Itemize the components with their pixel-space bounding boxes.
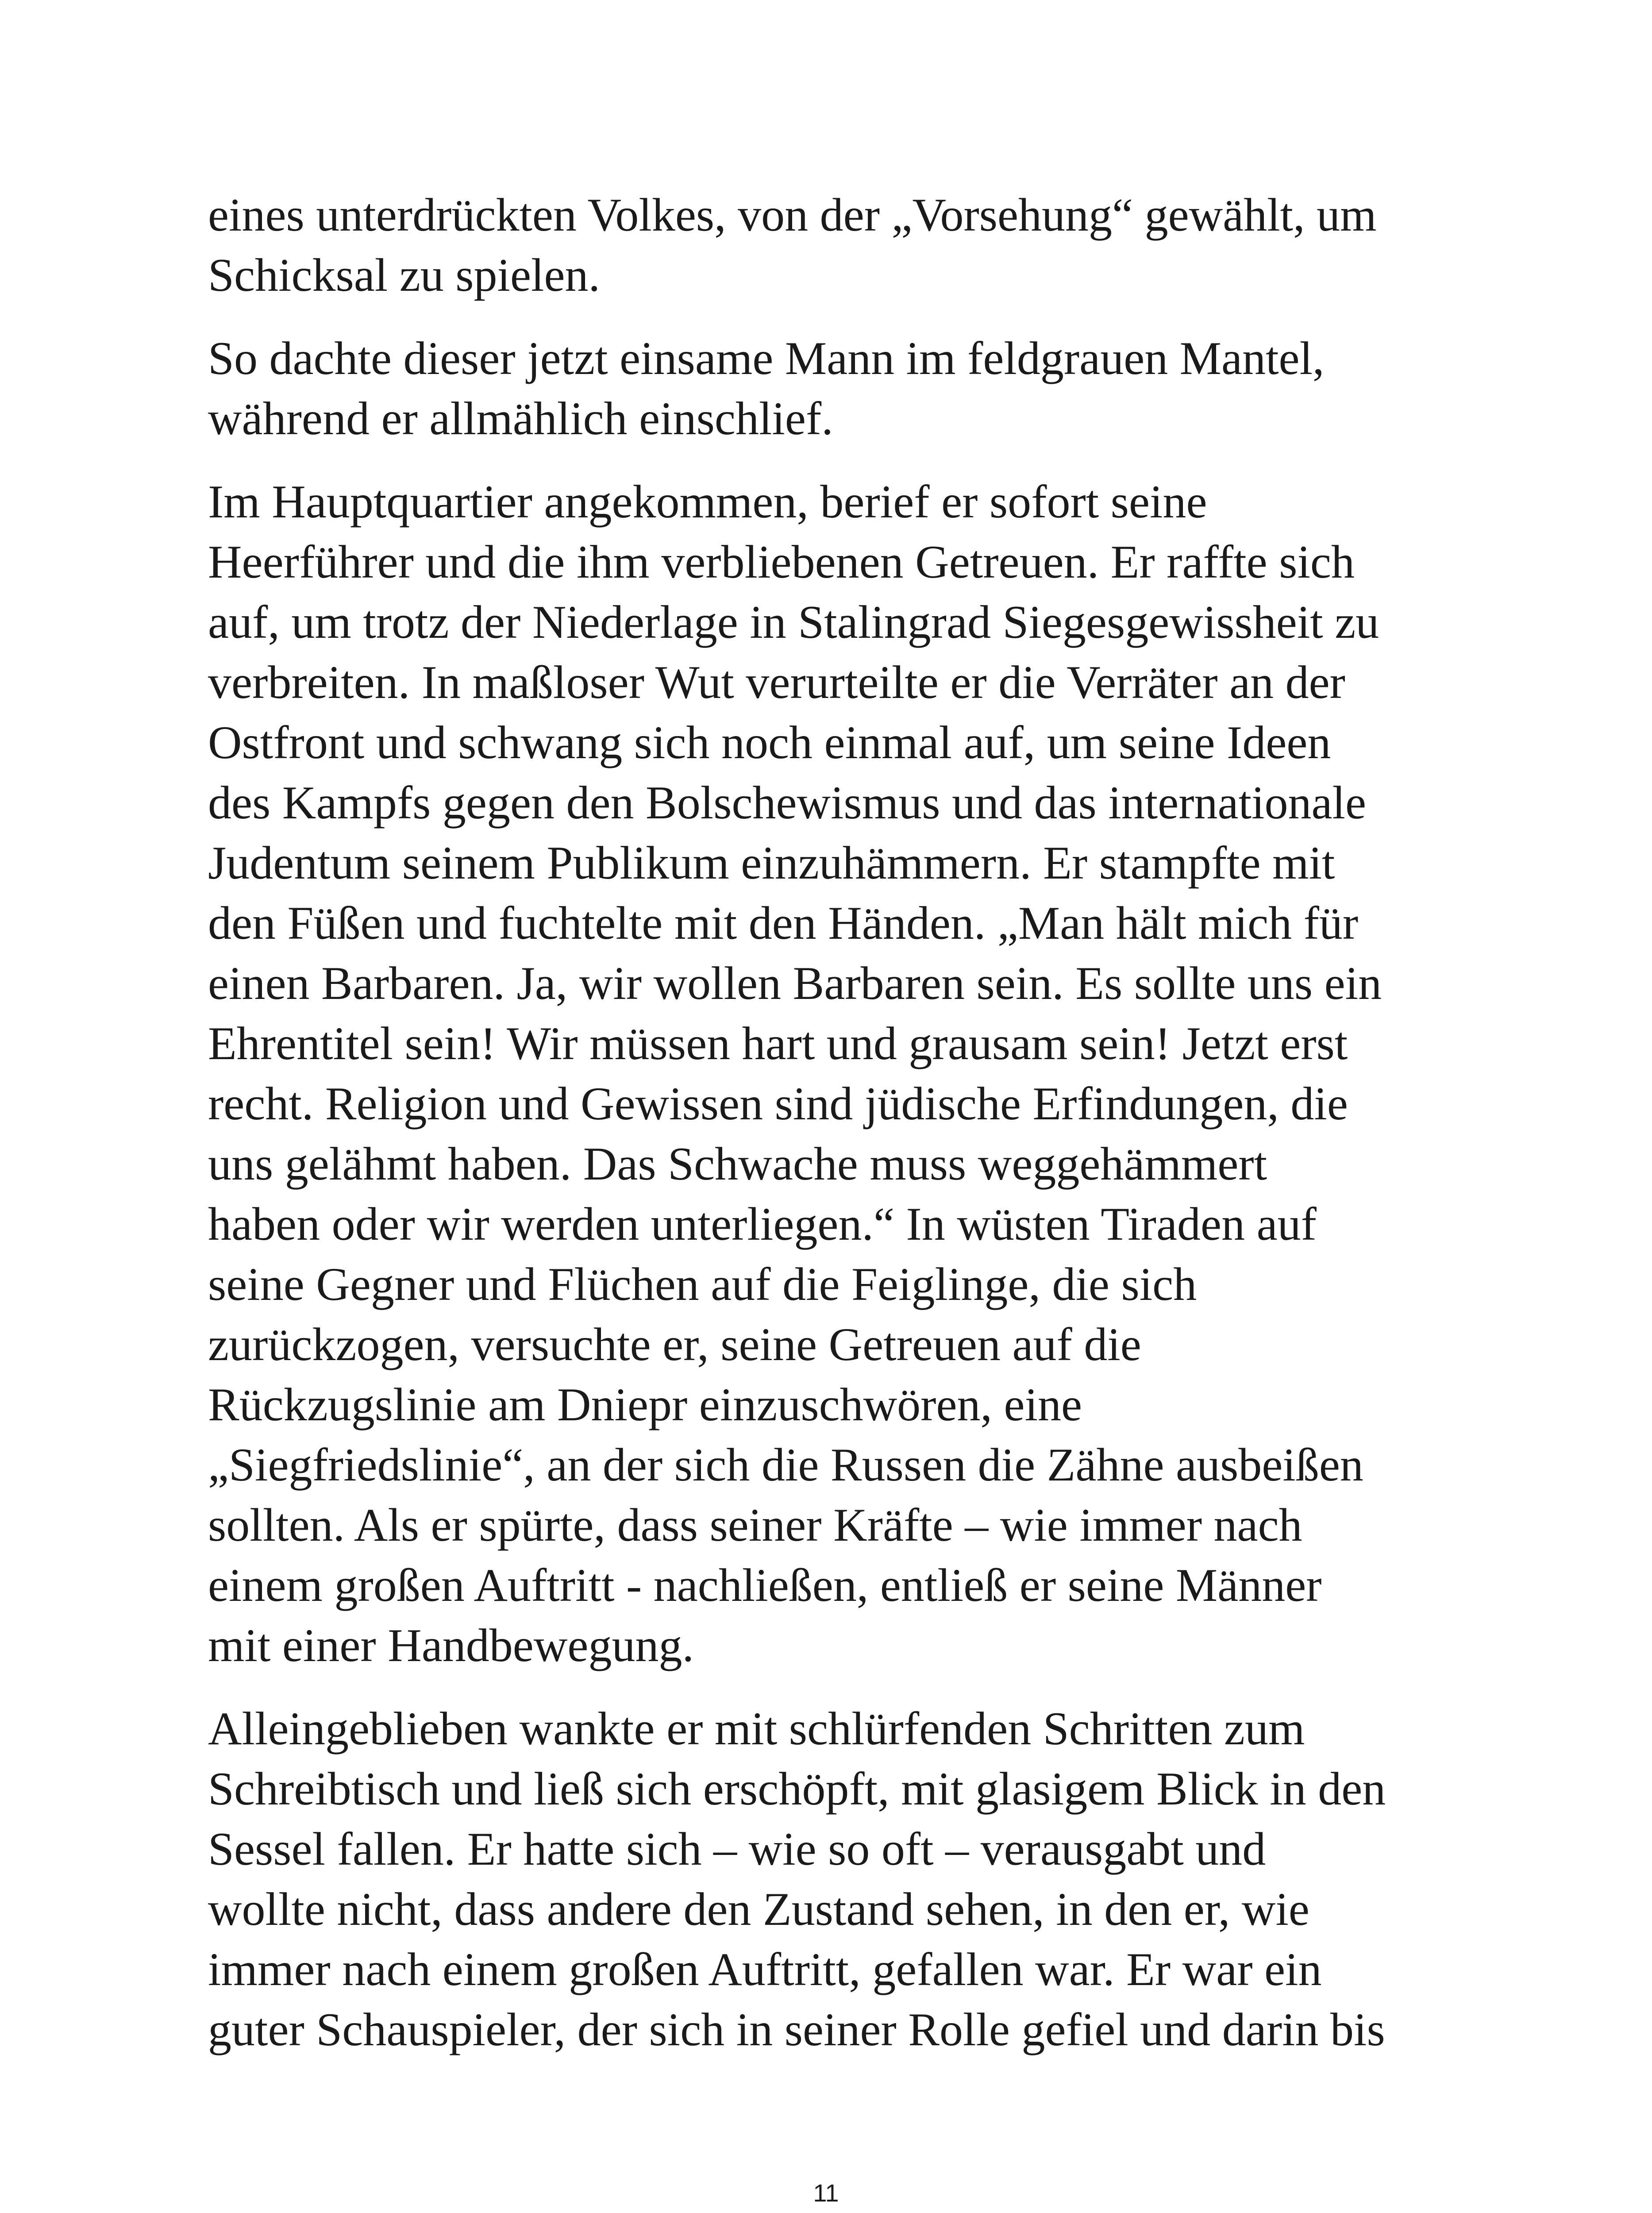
text-line: guter Schauspieler, der sich in seiner Rolle gefiel und darin bis (208, 2004, 1385, 2055)
text-line: haben oder wir werden unterliegen.“ In wüsten Tiraden auf (208, 1198, 1317, 1250)
text-line: immer nach einem großen Auftritt, gefallen war. Er war ein (208, 1943, 1322, 1995)
paragraph (208, 185, 1456, 305)
text-line: Rückzugslinie am Dniepr einzuschwören, eine (208, 1379, 1082, 1430)
text-line: einen Barbaren. Ja, wir wollen Barbaren sein. Es sollte uns ein (208, 957, 1382, 1009)
text-line: den Füßen und fuchtelte mit den Händen. „Man hält mich für (208, 897, 1359, 949)
text-line: Im Hauptquartier angekommen, berief er sofort seine (208, 476, 1207, 528)
text-line: während er allmählich einschlief. (208, 393, 833, 444)
text-line: des Kampfs gegen den Bolschewismus und das internationale (208, 777, 1367, 829)
paragraph (208, 472, 1456, 1676)
text-line: einem großen Auftritt - nachließen, entließ er seine Männer (208, 1559, 1322, 1611)
paragraph (208, 328, 1456, 449)
text-line: mit einer Handbewegung. (208, 1619, 694, 1671)
text-line: verbreiten. In maßloser Wut verurteilte er die Verräter an der (208, 656, 1345, 708)
text-line: auf, um trotz der Niederlage in Stalingrad Siegesgewissheit zu (208, 596, 1379, 648)
text-line: seine Gegner und Flüchen auf die Feiglinge, die sich (208, 1258, 1197, 1310)
text-line: So dachte dieser jetzt einsame Mann im feldgrauen Mantel, (208, 332, 1325, 384)
text-line: „Siegfriedslinie“, an der sich die Russen die Zähne ausbeißen (208, 1439, 1363, 1491)
text-line: eines unterdrückten Volkes, von der „Vorsehung“ gewählt, um (208, 189, 1377, 241)
text-line: Schreibtisch und ließ sich erschöpft, mit glasigem Blick in den (208, 1763, 1386, 1815)
text-line: Judentum seinem Publikum einzuhämmern. Er stampfte mit (208, 837, 1335, 889)
text-line: wollte nicht, dass andere den Zustand sehen, in den er, wie (208, 1883, 1309, 1935)
text-line: uns gelähmt haben. Das Schwache muss weggehämmert (208, 1138, 1267, 1190)
text-line: Schicksal zu spielen. (208, 249, 601, 301)
text-line: Heerführer und die ihm verbliebenen Getreuen. Er raffte sich (208, 536, 1355, 588)
text-line: recht. Religion und Gewissen sind jüdische Erfindungen, die (208, 1078, 1348, 1130)
paragraph (208, 1699, 1456, 2060)
text-line: Sessel fallen. Er hatte sich – wie so oft – verausgabt und (208, 1823, 1266, 1875)
page-number: 11 (813, 2179, 839, 2207)
body-text (208, 185, 1456, 2083)
text-line: zurückzogen, versuchte er, seine Getreuen auf die (208, 1319, 1141, 1370)
text-line: Alleingeblieben wankte er mit schlürfenden Schritten zum (208, 1703, 1305, 1754)
text-line: Ostfront und schwang sich noch einmal auf, um seine Ideen (208, 717, 1331, 768)
text-line: Ehrentitel sein! Wir müssen hart und grausam sein! Jetzt erst (208, 1018, 1348, 1069)
text-line: sollten. Als er spürte, dass seiner Kräfte – wie immer nach (208, 1499, 1302, 1551)
